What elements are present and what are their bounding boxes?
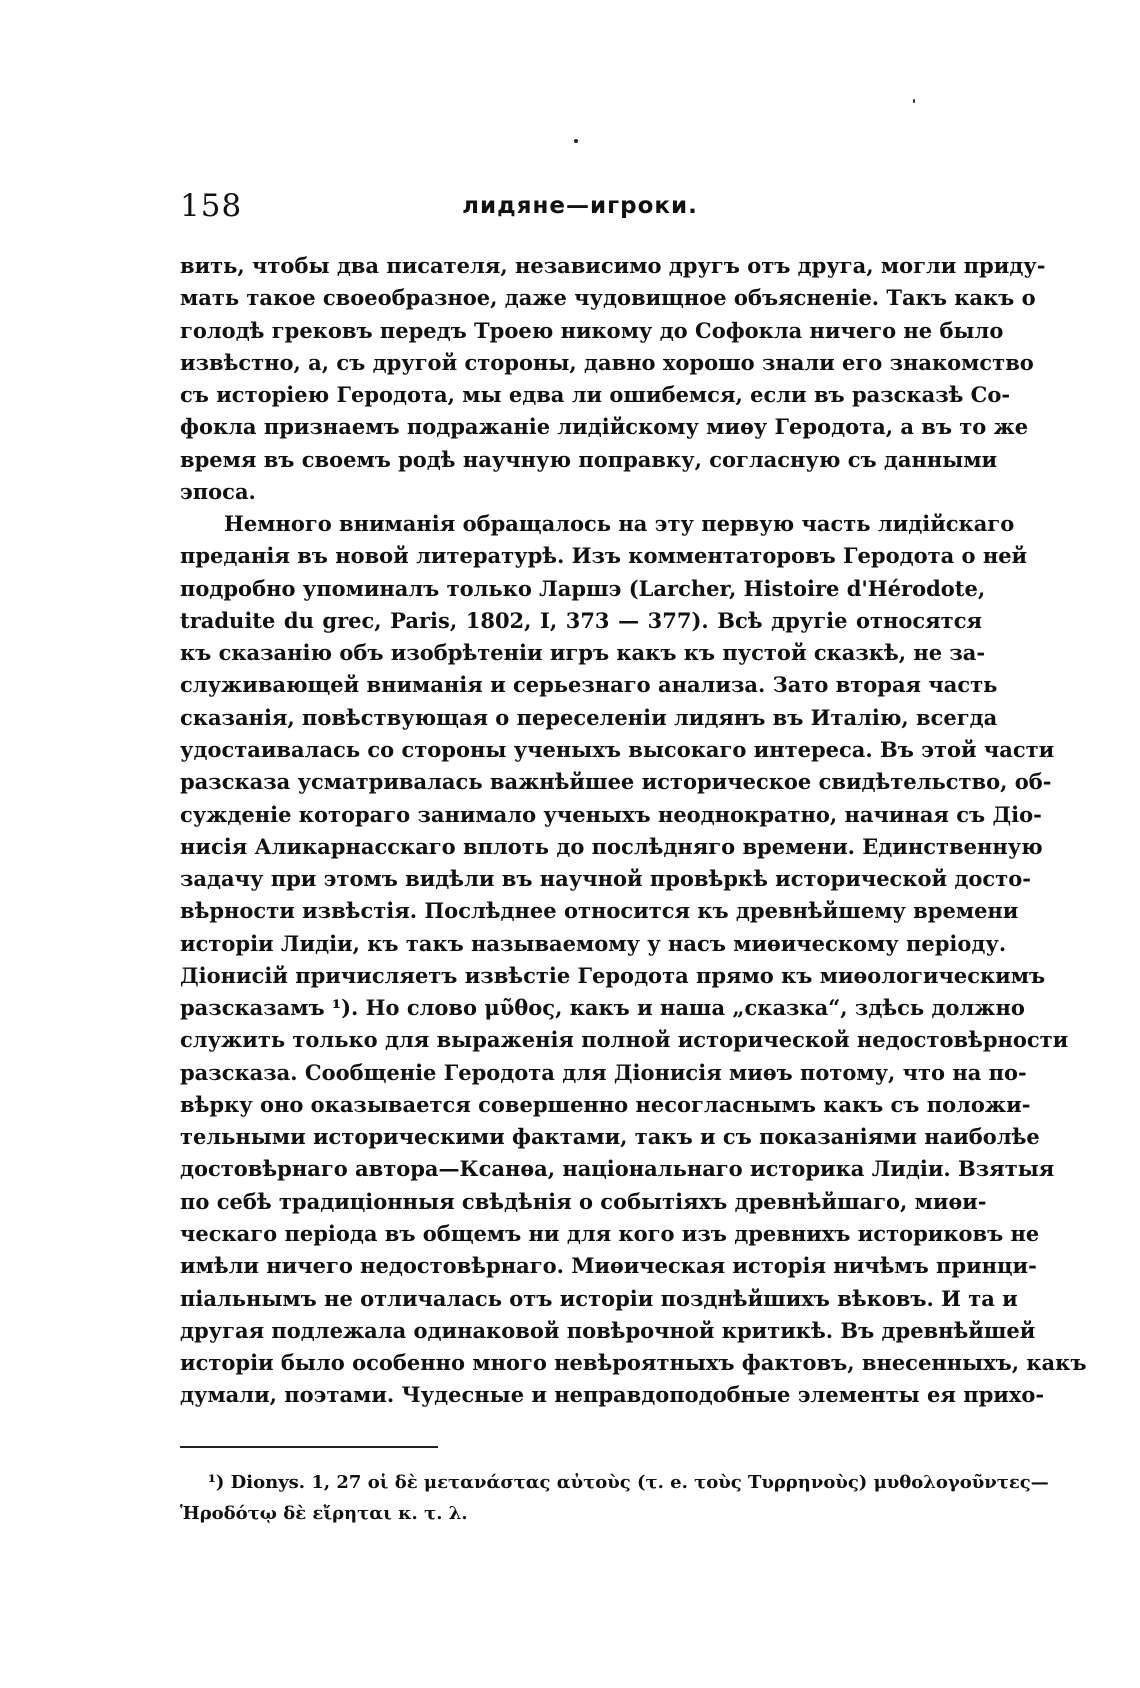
footnote-line: ¹) Dionys. 1, 27 οἱ δὲ μετανάστας αὐτοὺς (τ. e. τοὺς Τυρρηνοὺς) μυθολογοῦντες— <box>208 1472 1049 1493</box>
text-line: время въ своемъ родѣ научную поправку, согласную съ данными <box>180 446 998 472</box>
scan-speck <box>574 139 578 143</box>
text-line: вѣрности извѣстія. Послѣднее относится къ древнѣйшему времени <box>180 898 1019 924</box>
text-line: другая подлежала одинаковой повѣрочной критикѣ. Въ древнѣйшей <box>180 1317 1036 1343</box>
text-line: Немного вниманія обращалось на эту первую часть лидійскаго <box>224 511 1015 537</box>
text-line: разсказа усматривалась важнѣйшее историческое свидѣтельство, об- <box>180 769 1052 795</box>
text-line: сказанія, повѣствующая о переселеніи лидянъ въ Италію, всегда <box>180 704 998 730</box>
text-line: мать такое своеобразное, даже чудовищное объясненіе. Такъ какъ о <box>180 285 1036 311</box>
text-line: сужденіе котораго занимало ученыхъ неоднократно, начиная съ Діо- <box>180 801 1042 827</box>
text-line: піальнымъ не отличалась отъ исторіи позднѣйшихъ вѣковъ. И та и <box>180 1285 1018 1311</box>
text-line: ческаго періода въ общемъ ни для кого изъ древнихъ историковъ не <box>180 1220 1040 1246</box>
text-line: имѣли ничего недостовѣрнаго. Миѳическая исторія ничѣмъ принци- <box>180 1253 1037 1279</box>
text-line: служить только для выраженія полной исторической недостовѣрности <box>180 1027 1069 1053</box>
text-line: traduite du grec, Paris, 1802, I, 373 — 377). Всѣ другіе относятся <box>180 607 982 633</box>
text-line: вить, чтобы два писателя, независимо другъ отъ друга, могли приду- <box>180 253 1046 278</box>
text-line: разсказа. Сообщеніе Геродота для Діонисія миѳъ потому, что на по- <box>180 1059 1027 1085</box>
text-line: тельными историческими фактами, такъ и съ показаніями наиболѣе <box>180 1124 1040 1150</box>
text-line: удостаивалась со стороны ученыхъ высокаго интереса. Въ этой части <box>180 736 1055 762</box>
text-line: нисія Аликарнасскаго вплоть до послѣдняго времени. Единственную <box>180 833 1043 859</box>
page-number: 158 <box>180 188 243 224</box>
body-text <box>180 250 1087 1412</box>
footnote-line: Ἡροδότῳ δὲ εἴρηται κ. τ. λ. <box>180 1503 468 1524</box>
text-line: исторіи Лидіи, къ такъ называемому у насъ миѳическому періоду. <box>180 930 1007 956</box>
text-line: подробно упоминалъ только Ларшэ (Larcher, Histoire d'Hérodote, <box>180 575 986 601</box>
text-line: вѣрку оно оказывается совершенно несогласнымъ какъ съ положи- <box>180 1091 1031 1117</box>
text-line: съ исторіею Геродота, мы едва ли ошибемся, если въ разсказѣ Со- <box>180 382 1011 408</box>
text-line: преданія въ новой литературѣ. Изъ комментаторовъ Геродота о ней <box>180 543 1028 569</box>
text-line: по себѣ традиціонныя свѣдѣнія о событіяхъ древнѣйшаго, миѳи- <box>180 1188 987 1214</box>
text-line: служивающей вниманія и серьезнаго анализа. Зато вторая часть <box>180 672 998 698</box>
text-line: голодѣ грековъ передъ Троею никому до Софокла ничего не было <box>180 317 1004 343</box>
text-line: исторіи было особенно много невѣроятныхъ фактовъ, внесенныхъ, какъ <box>180 1350 1087 1376</box>
text-line: извѣстно, а, съ другой стороны, давно хорошо знали его знакомство <box>180 349 1034 375</box>
text-line: къ сказанію объ изобрѣтеніи игръ какъ къ пустой сказкѣ, не за- <box>180 640 986 666</box>
footnotes <box>180 1467 1049 1529</box>
text-line: задачу при этомъ видѣли въ научной провѣркѣ исторической досто- <box>180 866 1031 892</box>
text-line: думали, поэтами. Чудесные и неправдоподобные элементы ея прихо- <box>180 1382 1045 1408</box>
text-line: фокла признаемъ подражаніе лидійскому миѳу Геродота, а въ то же <box>180 414 1029 440</box>
text-line: Діонисій причисляетъ извѣстіе Геродота прямо къ миѳологическимъ <box>180 962 1046 988</box>
text-line: эпоса. <box>180 478 256 504</box>
running-title: лидяне—игроки. <box>462 193 698 219</box>
scan-speck <box>913 99 915 103</box>
page-header <box>180 188 980 228</box>
text-line: достовѣрнаго автора—Ксанѳа, національнаго историка Лидіи. Взятыя <box>180 1156 1055 1182</box>
footnote-divider <box>180 1446 438 1448</box>
text-line: разсказамъ ¹). Но слово μῦθος, какъ и наша „сказка“, здѣсь должно <box>180 995 1025 1021</box>
